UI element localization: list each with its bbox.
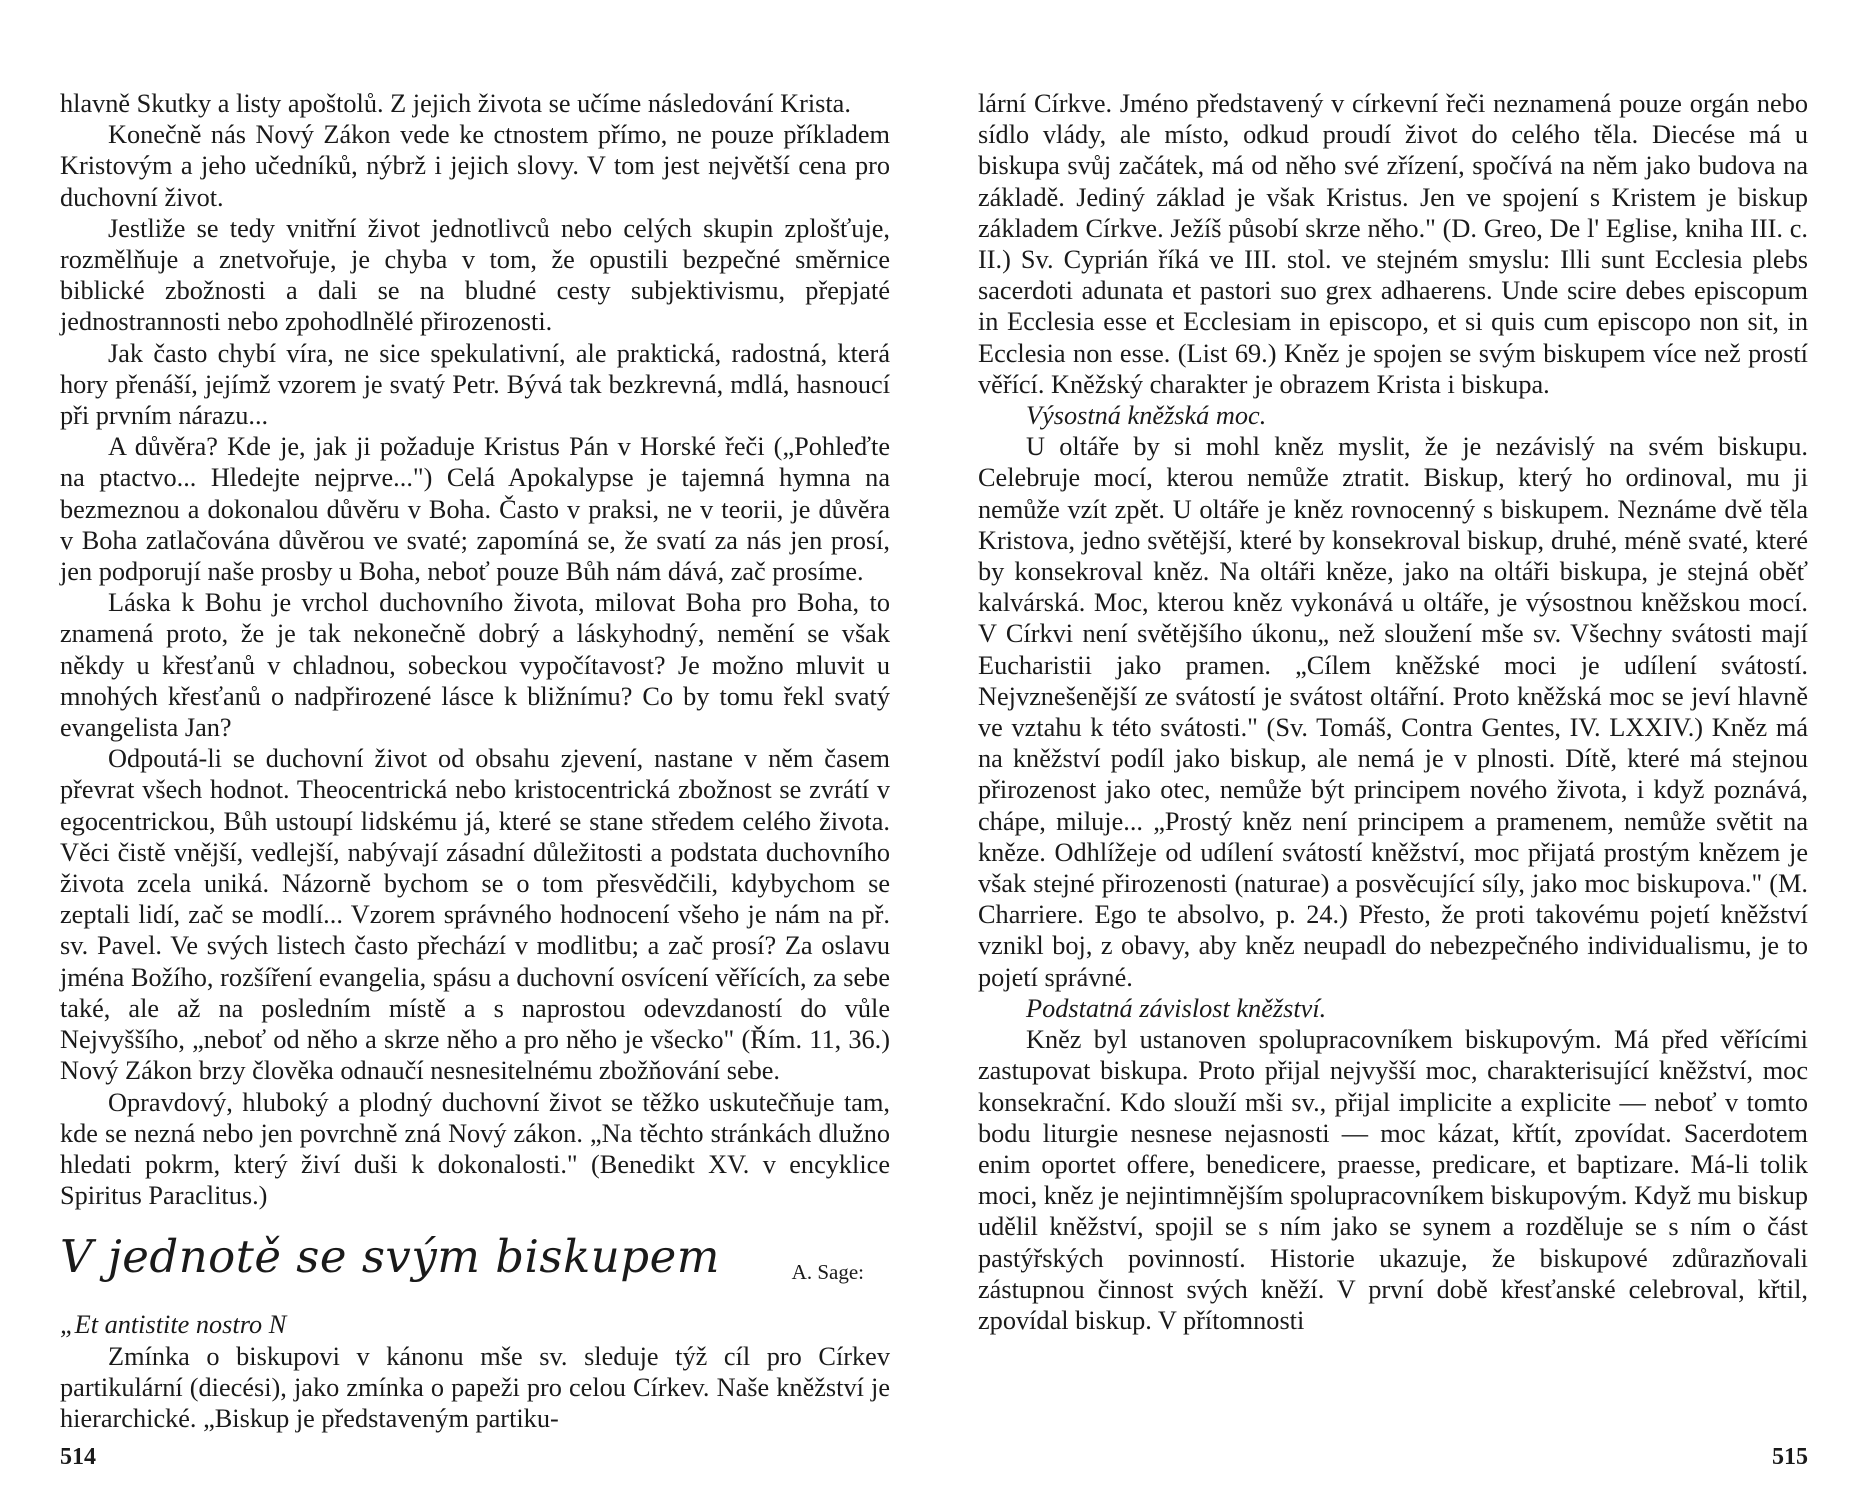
section-subheading-1: Výsostná kněžská moc. (1026, 401, 1267, 431)
paragraph: Odpoutá-li se duchovní život od obsahu zjevení, nastane v něm časem převrat všech hodnot. Theocentrická nebo kristocentrická zbožnost se zvrátí v egocentrickou, Bůh ustoupí lidskému já, které se stane středem celého života. Věci čistě vnější, vedlejší, nabývají zásadní důležitosti a podstata duchovního života zcela uniká. Názorně bychom se o tom přesvědčili, kdybychom se zeptali lidí, zač se modlí... Vzorem správného hodnocení všeho je nám na př. sv. Pavel. Ve svých listech často přechází v modlitbu; a zač prosí? Za oslavu jména Božího, rozšíření evangelia, spásu a duchovní osvícení věřících, za sebe také, ale až na posledním místě a s naprostou odevzdaností do vůle Nejvyššího, „neboť od něho a skrze něho a pro něho je všecko" (Řím. 11, 36.) Nový Zákon brzy člověka odnaučí nesnesitelnému zbožňování sebe. (60, 744, 890, 1086)
paragraph: Jestliže se tedy vnitřní život jednotlivců nebo celých skupin zplošťuje, rozmělňuje a znetvořuje, je chyba v tom, že opustili bezpečné směrnice biblické zbožnosti a dali se na bludné cesty subjektivismu, přepjaté jednostrannosti nebo zpohodlnělé přirozenosti. (60, 213, 890, 337)
page-number-right: 515 (1772, 1444, 1808, 1470)
latin-subheading: „Et antistite nostro N (60, 1310, 287, 1340)
article-heading: V jednotě se svým biskupem (60, 1230, 720, 1284)
paragraph: lární Církve. Jméno představený v církevní řeči neznamená pouze orgán nebo sídlo vlády, ale místo, odkud proudí život do celého těla. Diecése má u biskupa svůj začátek, má od něho své zřízení, spočívá na něm jako budova na základě. Jediný základ je však Kristus. Jen ve spojení s Kristem je biskup základem Církve. Ježíš působí skrze něho." (D. Greo, De l' Eglise, kniha III. c. II.) Sv. Cyprián říká ve III. stol. ve stejném smyslu: Illi sunt Ecclesia plebs sacerdoti adunata et pastori suo grex adhaerens. Unde scire debes episcopum in Ecclesia esse et Ecclesiam in episcopo, et si quis cum episcopo non sit, in Ecclesia non esse. (List 69.) Kněz je spojen se svým biskupem více než prostí věřící. Kněžský charakter je obrazem Krista i biskupa. (978, 89, 1808, 399)
left-paragraphs-top (60, 88, 890, 1211)
paragraph: A důvěra? Kde je, jak ji požaduje Kristus Pán v Horské řeči („Pohleďte na ptactvo... Hledejte nejprve...") Celá Apokalypse je tajemná hymna na bezmeznou a dokonalou důvěru v Boha. Často v praksi, ne v teorii, je důvěra v Boha zatlačována důvěrou ve svaté; zapomíná se, že svatí za nás jen prosí, jen podporují naše prosby u Boha, neboť pouze Bůh nám dává, zač prosíme. (60, 432, 890, 587)
article-author: A. Sage: (791, 1260, 864, 1285)
page-number-left: 514 (60, 1444, 96, 1470)
paragraph: hlavně Skutky a listy apoštolů. Z jejich života se učíme následování Krista. (60, 89, 851, 118)
right-paragraphs-a (978, 88, 1808, 400)
paragraph: Opravdový, hluboký a plodný duchovní život se těžko uskutečňuje tam, kde se nezná nebo jen povrchně zná Nový zákon. „Na těchto stránkách dlužno hledati pokrm, který živí duši k dokonalosti." (Benedikt XV. v encyklice Spiritus Paraclitus.) (60, 1087, 890, 1211)
right-page (978, 0, 1808, 1500)
right-paragraphs-c (978, 1024, 1808, 1336)
paragraph: Kněz byl ustanoven spolupracovníkem biskupovým. Má před věřícími zastupovat biskupa. Proto přijal nejvyšší moc, charakterisující kněžství, moc konsekrační. Kdo slouží mši sv., přijal implicite a explicite — neboť v tomto bodu liturgie nesnese nejasnosti — moc kázat, křtít, zpovídat. Sacerdotem enim oportet offere, benedicere, praesse, predicare, et baptizare. Má-li tolik moci, kněz je nejintimnějším spolupracovníkem biskupovým. Když mu biskup udělil kněžství, spojil se s ním jako se synem a rozděluje se s ním o část pastýřských povinností. Historie ukazuje, že biskupové zdůrazňovali zástupnou činnost svých kněží. V první době křesťanské celebroval, křtil, zpovídal biskup. V přítomnosti (978, 1025, 1808, 1335)
section-subheading-2: Podstatná závislost kněžství. (1026, 993, 1327, 1023)
paragraph: U oltáře by si mohl kněz myslit, že je nezávislý na svém biskupu. Celebruje mocí, kterou nemůže ztratit. Biskup, který ho ordinoval, mu ji nemůže vzít zpět. U oltáře je kněz rovnocenný s biskupem. Neznáme dvě těla Kristova, jedno světější, které by konsekroval biskup, druhé, méně svaté, které by konsekroval kněz. Na oltáři kněze, jako na oltáři biskupa, je stejná oběť kalvárská. Moc, kterou kněz vykonává u oltáře, je výsostnou kněžskou mocí. V Církvi není světějšího úkonu„ než sloužení mše sv. Všechny svátosti mají Eucharistii jako pramen. „Cílem kněžské moci je udílení svátostí. Nejvznešenější ze svátostí je svátost oltářní. Proto kněžská moc se jeví hlavně ve vztahu k této svátosti." (Sv. Tomáš, Contra Gentes, IV. LXXIV.) Kněz má na kněžství podíl jako biskup, ale nemá je v plnosti. Dítě, které má stejnou přirozenost jako otec, nemůže být principem nového života, i když poznává, chápe, miluje... „Prostý kněz není principem a pramenem, nemůže světit na kněze. Odhlížeje od udílení svátostí kněžství, moc přijatá prostým knězem je však stejné přirozenosti (naturae) a posvěcující síly, jako moc biskupova." (M. Charriere. Ego te absolvo, p. 24.) Přesto, že proti takovému pojetí kněžství vznikl boj, z obavy, aby kněz neupadl do nebezpečného individualismu, je to pojetí správné. (978, 432, 1808, 992)
right-paragraphs-b (978, 431, 1808, 993)
paragraph: Jak často chybí víra, ne sice spekulativní, ale praktická, radostná, která hory přenáší, jejímž vzorem je svatý Petr. Bývá tak bezkrevná, mdlá, hasnoucí při prvním nárazu... (60, 338, 890, 431)
left-text-column (60, 88, 890, 1434)
article-heading-row (60, 1223, 890, 1309)
left-paragraphs-bottom (60, 1341, 890, 1435)
left-page (60, 0, 890, 1500)
paragraph: Konečně nás Nový Zákon vede ke ctnostem přímo, ne pouze příkladem Kristovým a jeho učedníků, nýbrž i jejich slovy. V tom jest největší cena pro duchovní život. (60, 120, 890, 212)
paragraph: Zmínka o biskupovi v kánonu mše sv. sleduje týž cíl pro Církev partikulární (diecési), jako zmínka o papeži pro celou Církev. Naše kněžství je hierarchické. „Biskup je představeným partiku- (60, 1341, 890, 1433)
right-text-column (978, 88, 1808, 1336)
paragraph: Láska k Bohu je vrchol duchovního života, milovat Boha pro Boha, to znamená proto, že je tak nekonečně dobrý a láskyhodný, nemění se však někdy u křesťanů v chladnou, sobeckou vypočítavost? Je možno mluvit u mnohých křesťanů o nadpřirozené lásce k bližnímu? Co by tomu řekl svatý evangelista Jan? (60, 588, 890, 743)
